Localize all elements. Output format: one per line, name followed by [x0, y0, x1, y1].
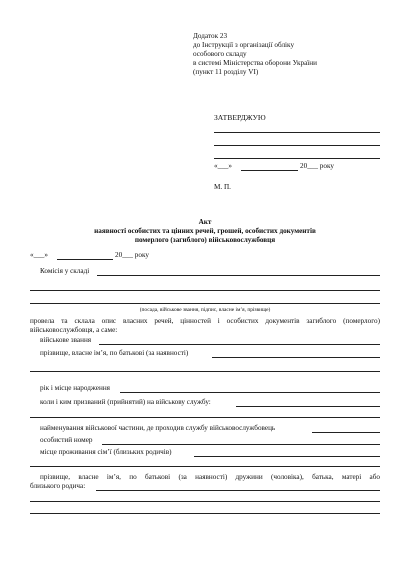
unit-name-line [312, 432, 380, 433]
military-rank-line [99, 344, 380, 345]
conducted-text: військовослужбовця, а саме: [30, 326, 118, 334]
header-note-line: в системі Міністерства оборони України [193, 59, 317, 67]
act-title: Акт [198, 218, 212, 226]
commission-label: Комісія у складі [40, 267, 90, 275]
conducted-text: провела та склала опис власних речей, цінностей і особистих документів загиблого (померлого) [30, 317, 380, 325]
full-name-label: прізвище, власне ім’я, по батькові (за наявності) [40, 349, 189, 357]
relatives-line [30, 501, 380, 502]
act-date-month-line [57, 259, 113, 260]
position-hint: (посада, військове звання, підпис, власне ім’я, прізвище) [139, 307, 271, 313]
birth-label: рік і місце народження [40, 384, 110, 392]
commission-line [30, 303, 380, 304]
relatives-text: прізвище, власне ім’я, по батькові (за наявності) дружини (чоловіка), батька, матері або [40, 473, 380, 481]
relatives-text: близького родича: [30, 482, 86, 490]
approve-date-year: 20___ року [300, 162, 334, 170]
header-note-line: Додаток 23 [193, 32, 228, 40]
approve-signature-line [214, 158, 380, 159]
military-rank-label: військове звання [40, 336, 92, 344]
header-note-line: до Інструкції з організації обліку [193, 41, 295, 49]
act-subtitle: померлого (загиблого) військовослужбовця [134, 236, 276, 244]
approve-date-day: «___» [214, 162, 232, 170]
act-subtitle: наявності особистих та цінних речей, грошей, особистих документів [94, 227, 316, 235]
family-residence-line [30, 466, 380, 467]
approve-date-month-line [241, 170, 298, 171]
personal-number-line [102, 444, 380, 445]
approve-title: ЗАТВЕРДЖУЮ [214, 113, 266, 122]
unit-name-label: найменування військової частини, де проходив службу військовослужбовець [40, 424, 276, 432]
header-note-line: особового складу [193, 50, 247, 58]
called-label: коли і ким призваний (прийнятий) на військову службу: [40, 398, 211, 406]
personal-number-label: особистий номер [40, 436, 93, 444]
seal-label: М. П. [214, 183, 231, 191]
header-note-line: (пункт 11 розділу VI) [193, 68, 259, 76]
relatives-line [96, 490, 380, 491]
commission-line [97, 275, 380, 276]
called-line [30, 417, 380, 418]
act-date-year: 20___ року [115, 251, 149, 259]
full-name-line [30, 371, 380, 372]
birth-line [120, 392, 380, 393]
full-name-line [212, 357, 380, 358]
commission-line [30, 290, 380, 291]
approve-signature-line [214, 145, 380, 146]
family-residence-line [194, 456, 380, 457]
approve-signature-line [214, 132, 380, 133]
act-date-day: «___» [30, 251, 48, 259]
relatives-line [30, 513, 380, 514]
family-residence-label: місце проживання сім’ї (близьких родичів) [40, 448, 172, 456]
called-line [236, 406, 380, 407]
